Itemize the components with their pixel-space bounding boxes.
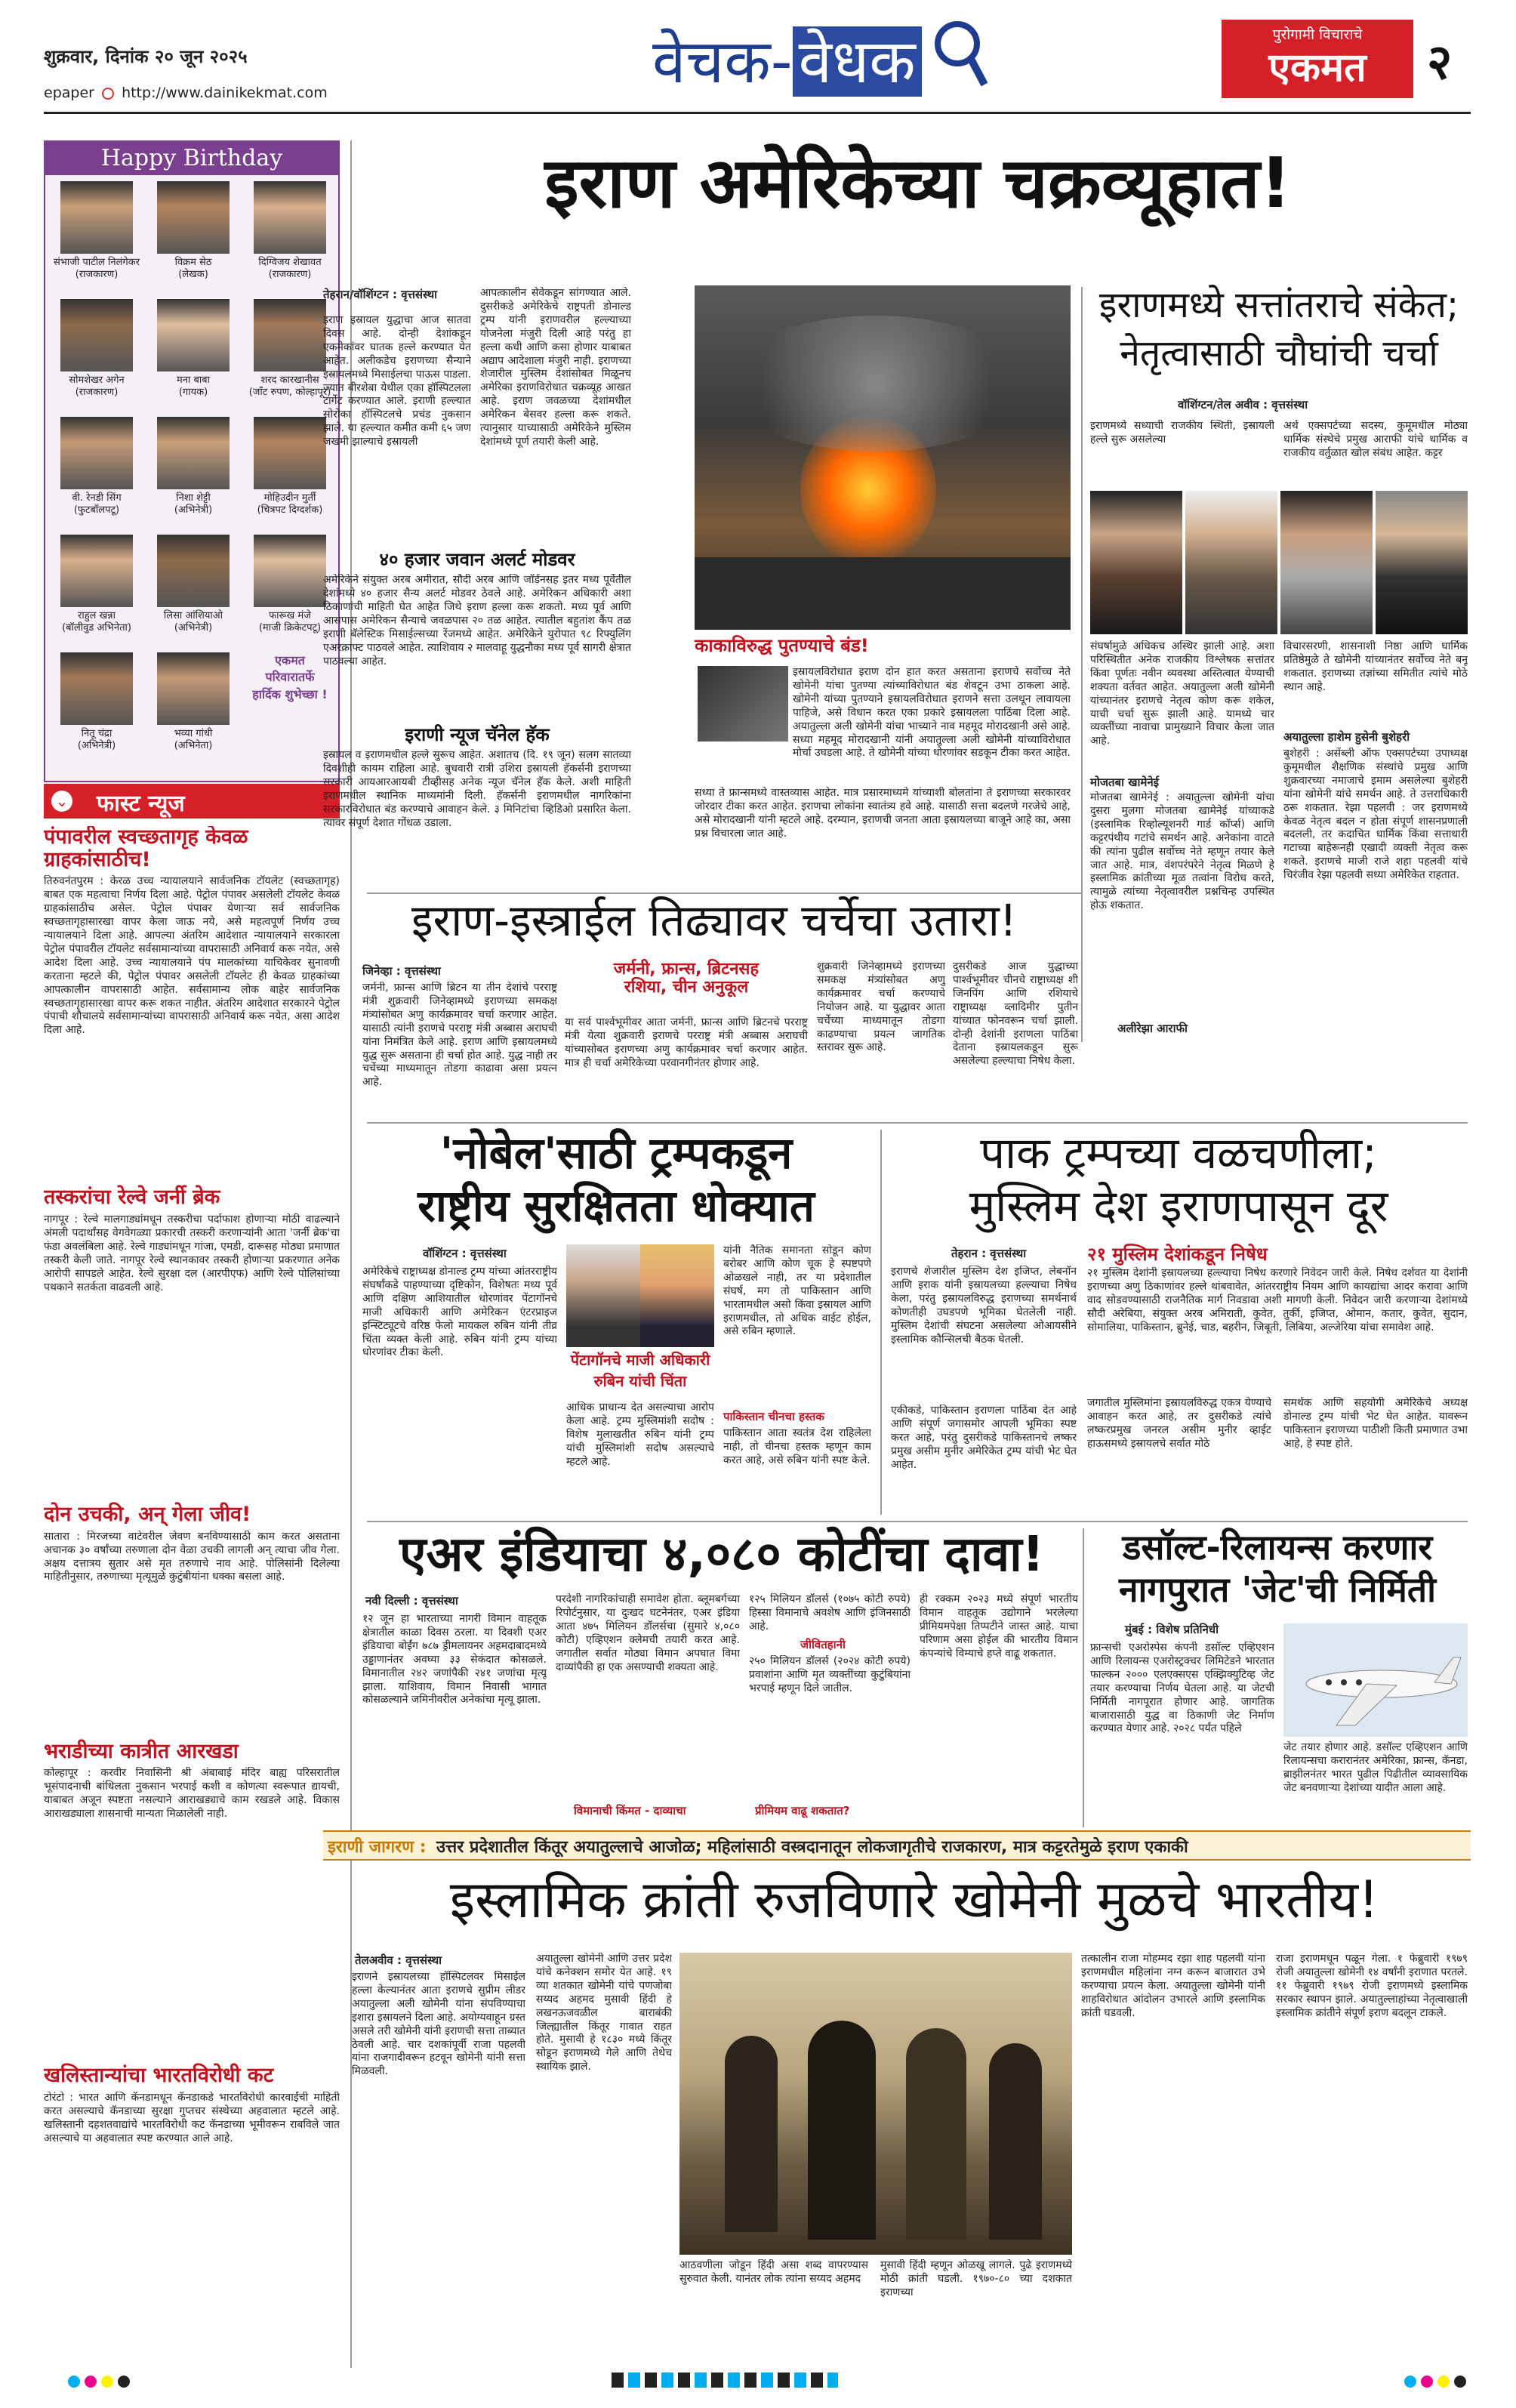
person-role: (राजकारण) [75, 386, 119, 398]
avatar [254, 299, 326, 372]
story1-box-body: अमेरिकेने संयुक्त अरब अमीरात, सौदी अरब आणि जॉर्डनसह इतर मध्य पूर्वेतील देशांमध्ये ४० हजार सैन्य अलर्ट मोडवर ठेवले आहे. अमेरिकन अधिकारी अशा ठिकाणांची माहिती घेत आहेत जिथे इराण हल्ला करू शकतो. मध्य पूर्व आणि आसपास अमेरिकन सैन्याचे जवळपास २० तळ आहेत. त्यातील बहुतांश कैंप तळ इराणी बॅलेस्टिक मिसाईल्सच्या रेंजमध्ये आहेत. अमेरिकेने युरोपात ९८ रिफ्युलिंग एअरक्राफ्ट पाठवले आहेत. त्याशिवाय २ मालवाहू युद्धनौका मध्य पूर्व सागरी क्षेत्रात पाठवल्या आहेत. [323, 574, 631, 668]
story6-col4: ही रक्कम २०२३ मध्ये संपूर्ण भारतीय विमान वाहतूक उद्योगाने भरलेल्या प्रीमियमपेक्षा तिप्पटीने जास्त आहे. याचा परिणाम असा होईल की भारतीय विमान कंपन्यांचे विम्याचे हप्ते वाढू शकतात. [920, 1593, 1078, 1660]
person-name: फारूख मंजे [269, 610, 311, 621]
story6-col3-sub2: प्रीमियम वाढू शकतात? [755, 1804, 850, 1818]
story3-dateline: जिनेव्हा : वृत्तसंस्था [362, 964, 441, 978]
story7-col2: जेट तयार होणार आहे. डसॉल्ट एव्हिएशन आणि रिलायन्सचा करारानंतर अमेरिका, फ्रान्स, कॅनडा, ब्राझीलनंतर भारत पुढील पिढीतील व्यावसायिक जेट बनवणाऱ्या देशांच्या यादीत आला आहे. [1283, 1741, 1468, 1794]
story1-box2-body: इस्रायल व इराणमधील हल्ले सुरूच आहेत. अशातच (दि. १९ जून) सलग सातव्या दिवशीही कायम राहिला आहे. बुधवारी रात्री उशिरा इस्रायली हॅकर्सनी इराणच्या सरकारी आयआरआयबी टीव्हीसह अनेक न्यूज चॅनेल हॅक केले. अशी माहिती इराणमधील स्थानिक माध्यमांनी दिली. हॅकर्सनी इराणमधील नागरिकांना सरकारविरोधात बंड करण्याचे आवाहन केले. ३ मिनिटांचा व्हिडिओ प्रसारित केला. त्यावर संपूर्ण देशात गोंधळ उडाला. [323, 749, 631, 829]
fast-news-header [44, 784, 340, 819]
story8-dateline: तेलअवीव : वृत्तसंस्था [355, 1953, 442, 1967]
person-name: भव्या गांधी [174, 728, 213, 739]
story2-name-hashem: अयातुल्ला हाशेम हुसेनी बुशेहरी [1283, 730, 1410, 744]
person-role: (लेखक) [178, 268, 208, 280]
news-item [44, 1740, 340, 2055]
section-title-left: वेचक- [652, 26, 793, 97]
news-title: पंपावरील स्वच्छतागृह केवळ ग्राहकांसाठीच! [44, 826, 248, 871]
story5-col1: इराणचे शेजारील मुस्लिम देश इजिप्त, लेबनॉन आणि इराक यांनी इस्रायलच्या हल्ल्याचा निषेध केला, परंतु इस्रायलविरुद्ध इराणच्या समर्थनार्थ कोणतीही उघडपणे भूमिका घेतलेली नाही. मुस्लिम देशांची संघटना असलेल्या ओआयसीने इस्लामिक कौन्सिलची बैठक घेतली. [891, 1266, 1077, 1346]
divider-h3 [367, 1521, 1468, 1522]
greeting-line: हार्दिक शुभेच्छा ! [252, 686, 328, 701]
story1-col2: आपत्कालीन सेवेकडून सांगण्यात आले. दुसरीकडे अमेरिकेचे राष्ट्रपती डोनाल्ड ट्रम्प यांनी इराणवरील हल्ल्याच्या योजनेला मंजुरी दिली आहे परंतु हा हल्ला कधी आणि कसा होणार याबाबत अद्याप आदेशाला मंजुरी नाही. इराणच्या शेजारील मुस्लिम देशांसोबत मिळूनच अमेरिका इराणविरोधात चक्रव्यूह आखत आहे. इराण जवळच्या देशांमधील अमेरिकन बेसवर हल्ला करू शकते. त्यानुसार याच्यासाठी अमेरिकेने मुस्लिम देशांमध्ये पूर्ण तयारी केली आहे. [480, 287, 631, 448]
story4-title-line2: राष्ट्रीय सुरक्षितता धोक्यात [418, 1180, 815, 1232]
story5-title-line1: पाक ट्रम्पच्या वळचणीला; [980, 1127, 1377, 1179]
avatar [157, 535, 230, 607]
fast-news-list [44, 826, 340, 2351]
story4-sub: पाकिस्तान चीनचा हस्तक [723, 1410, 824, 1423]
story2-body-a: इराणमध्ये सध्याची राजकीय स्थिती, इस्रायली हल्ले सुरू असलेल्या [1090, 420, 1274, 446]
birthday-title: Happy Birthday [45, 142, 338, 175]
story3-col2: या सर्व पार्श्वभूमीवर आता जर्मनी, फ्रान्स आणि ब्रिटनचे परराष्ट्र मंत्री येत्या शुक्रवारी इराणचे परराष्ट्र मंत्री अब्बास अराघची यांच्यासोबत इराणच्या अणु कार्यक्रमावर चर्चा करणार आहेत. मात्र ही चर्चा अमेरिकेच्या परवानगीनंतर होणार आहे. [565, 1016, 808, 1069]
issue-date: शुक्रवार, दिनांक २० जून २०२५ [44, 46, 248, 67]
story2-dateline: वॉशिंग्टन/तेल अवीव : वृत्तसंस्था [1178, 398, 1308, 412]
avatar [60, 535, 133, 607]
divider-h2 [367, 1122, 1468, 1124]
birthday-person [51, 535, 142, 648]
news-item [44, 1503, 340, 1730]
news-item [44, 2064, 340, 2351]
story8-col5: राजा इराणमधून पळून गेला. १ फेब्रुवारी १९७९ रोजी अयातुल्ला खोमेनी १४ वर्षांनी इराणात परतले. ११ फेब्रुवारी १९७९ रोजी इराणमध्ये इस्लामिक सरकार स्थापन झाले. अयातुल्लाहांच्या नेतृत्वाखाली इस्लामिक क्रांतीने संपूर्ण इराण बदलून टाकले. [1276, 1953, 1468, 2019]
person-name: संभाजी पाटील निलंगेकर [53, 257, 140, 268]
greeting-line: परिवारातर्फे [265, 670, 315, 685]
person-role: (बॉलीवुड अभिनेता) [62, 621, 131, 634]
story2-name-mojtaba: मोजतबा खामेनेई [1090, 775, 1160, 789]
fast-news-label: फास्ट न्यूज [97, 791, 185, 817]
globe-icon [102, 88, 114, 100]
khomeini-historic-photo [679, 1953, 1072, 2255]
birthday-person [51, 181, 142, 294]
story2-col2: विचारसरणी, शासनाशी निष्ठा आणि धार्मिक प्रतिष्ठेमुळे ते खोमेनी यांच्यानंतर सर्वोच्च नेते बनू शकतात. इराणच्या तज्ञांच्या समितीत त्यांचे मोठे स्थान आहे. [1283, 640, 1468, 693]
birthday-person [245, 535, 335, 648]
story2-col3: मोजतबा खामेनेई : अयातुल्ला खोमेनी यांचा दुसरा मुलगा मोजतबा खामेनेई यांच्याकडे (इस्लामिक रिव्होल्यूशनरी गार्ड कॉर्प्स) आणि कट्टरपंथीय गटांचे समर्थन आहे. अनेकांना वाटते की त्यांना पुढील सर्वोच्च नेते म्हणून तयार केले जात आहे. मात्र, वंशपरंपरेने नेतृत्व मिळणे हे इस्लामिक क्रांतीच्या मूळ तत्वांना विरोध करते, त्यामुळे त्यांच्या नेतृत्वावरील प्रश्नचिन्ह उपस्थित होऊ शकतात. [1090, 791, 1274, 912]
avatar [157, 652, 230, 725]
story5-col2: एकीकडे, पाकिस्तान इराणला पाठिंबा देत आहे आणि संपूर्ण जगासमोर आपली भूमिका स्पष्ट करत आहे, परंतु दुसरीकडे पाकिस्तानचे लष्कर प्रमुख असीम मुनीर अमेरिकेत ट्रम्प यांची भेट घेत आहेत. [891, 1404, 1077, 1471]
story2-body-b: अर्थ एक्सपर्टच्या सदस्य, कुमूमधील मोठ्या धार्मिक संस्थेचे प्रमुख आराफी यांचे धार्मिक व राजकीय वर्तुळात खोल संबंध आहेत. कट्टर [1283, 420, 1468, 459]
story1-dateline: तेहरान/वॉशिंग्टन : वृत्तसंस्था [323, 288, 438, 301]
news-title: दोन उचकी, अन् गेला जीव! [44, 1503, 251, 1527]
epaper-line[interactable] [44, 85, 328, 101]
leader-photo [1376, 491, 1468, 634]
news-body: सातारा : मिरजच्या वाटेवरील जेवण बनविण्यासाठी काम करत असताना अचानक ३० वर्षांच्या तरुणाला दोन वेळा उचकी लागली अन् त्याचा जीव गेला. अक्षय दत्तात्रय सुतार असे मृत तरुणाचे नाव आहे. पोलिसांनी दिलेल्या माहितीनुसार, तरुणाच्या मृत्यूमुळे कुटुंबीयांना धक्का बसला आहे. [44, 1530, 340, 1583]
avatar [254, 417, 326, 489]
person-name: दिग्विजय शेखावत [258, 257, 322, 268]
person-role: (अभिनेत्री) [77, 739, 116, 751]
banner-label: इराणी जागरण : [328, 1838, 427, 1857]
story3-col1: जर्मनी, फ्रान्स आणि ब्रिटन या तीन देशांचे परराष्ट्र मंत्री शुक्रवारी जिनेव्हामध्ये इराणच्या समकक्ष मंत्र्यांसोबत अणु कार्यक्रमावर चर्चा करणार आहेत. यासाठी त्यांनी इराणचे परराष्ट्र मंत्री अब्बास अराघची यांना निमंत्रित केले आहे. इराण आणि इस्रायलमध्ये युद्ध सुरू असताना ही चर्चा होत आहे. युद्ध नाही तर चर्चेच्या माध्यमातून तोडगा काढावा असा प्रयत्न आहे. [362, 982, 557, 1089]
story5-title-line2: मुस्लिम देश इराणपासून दूर [969, 1180, 1388, 1232]
story1-box2-title: इराणी न्यूज चॅनेल हॅक [405, 724, 550, 745]
story4-photo-caption1: पेंटागॉनचे माजी अधिकारी [570, 1351, 710, 1369]
arrow-down-icon: ⌄ [51, 791, 72, 812]
leader-photo [1185, 491, 1277, 634]
story6-col2-sub: विमानाची किंमत - दाव्याचा [574, 1804, 686, 1818]
story5-col4: समर्थक आणि सहयोगी अमेरिकेचे अध्यक्ष डोनाल्ड ट्रम्प यांची भेट घेत आहेत. यावरून पाकिस्तान इराणच्या पाठीशी किती प्रमाणात उभा आहे, हे स्पष्ट होते. [1283, 1397, 1468, 1450]
birthday-person [148, 181, 239, 294]
story1-photo-box [695, 636, 1071, 877]
divider-v2 [1081, 891, 1083, 1042]
story8-col3b: मुसावी हिंदी म्हणून ओळखू लागले. पुढे इराणमध्ये मोठी क्रांती घडली. १९७०-८० च्या दशकात इराणच्या [880, 2259, 1072, 2299]
story6-dateline: नवी दिल्ली : वृत्तसंस्था [365, 1594, 458, 1608]
story1-photo-body: इस्रायलविरोधात इराण दोन हात करत असताना इराणचे सर्वोच्च नेते खोमेनी यांचा पुतण्या त्यांच्याविरोधात बंड शेवटून उभा ठाकला आहे. खोमेनी यांच्या पुतण्याने इस्रायलविरोधात इराणने सत्ता उलथून लावायला पाहिजे, असे विधान करत एका प्रकारे इस्रायलला पाठिंबा दिला आहे. अयातुल्ला अली खोमेनी यांचा भाच्याने नाव महमूद मोरादखानी असे आहे. सध्या महमूद मोरादखानी यांनी अयातुल्ला अली खोमेनी यांच्याविरोधात मोर्चा उघडला आहे. ते खोमेनी यांच्या धोरणांवर सडकून टीका करत आहेत. [793, 666, 1071, 760]
story1-photo-caption: काकाविरुद्ध पुतण्याचे बंड! [695, 635, 869, 656]
divider-v3 [880, 1130, 882, 1515]
brand-tagline: पुरोगामी विचाराचे [1272, 26, 1363, 43]
birthday-person [245, 417, 335, 530]
news-body: तिरुवनंतपुरम : केरळ उच्च न्यायालयाने सार्वजनिक टॉयलेट (स्वच्छतागृह) बाबत एक महत्वाचा निर्णय दिला आहे. पेट्रोल पंपावर असलेली टॉयलेट केवळ ग्राहकांसाठीच असेल. पेट्रोल पंपावर येणाऱ्या सर्व सार्वजनिक स्वच्छतागृहासारखा वापर केला जाऊ नये, असे महत्वपूर्ण निर्णय उच्च न्यायालयाने दिला आहे. आपल्या अंतरिम आदेशात न्यायालयाने सरकारला पेट्रोल पंपावरील टॉयलेट सर्वसामान्यांच्या वापरासाठी अनिवार्य करू नयेत, असे आदेश दिला आहे. उच्च न्यायालयाने पंप मालकांच्या याचिकेवर सुनावणी करताना म्हटले की, पेट्रोल पंपावर असलेली टॉयलेट ही केवळ ग्राहकांच्या आपत्कालीन वापरासाठी आहेत. सर्वसामान्य लोक बाहेर सार्वजनिक स्वच्छतागृहासारखा वापर करू शकत नाहीत. अंतरिम आदेशात सरकारने पेट्रोल पंपाची शौचालये सर्वसामान्यांच्या वापरासाठी अनिवार्य करू नयेत, असा आदेश दिला आहे. [44, 875, 340, 1037]
person-name: मोहिउदीन मुर्ती [263, 492, 316, 504]
person-name: मना बाबा [176, 375, 211, 386]
divider-h1 [367, 893, 1081, 894]
divider-v1 [1081, 287, 1083, 891]
story8-col4: तत्कालीन राजा मोहम्मद रझा शाह पहलवी यांना इराणमधील महिलांना नग्न करून बाजारात उभे करण्याचा प्रयत्न केला. अयातुल्ला खोमेनी यांनी शाहविरोधात आंदोलन उभारले आणि इस्लामिक क्रांती घडवली. [1081, 1953, 1265, 2019]
registration-marks [68, 2371, 1465, 2394]
story8-col2: अयातुल्ला खोमेनी आणि उत्तर प्रदेश यांचे कनेक्शन समोर येत आहे. १९ व्या शतकात खोमेनी यांचे पणजोबा सय्यद अहमद मुसावी हिंदी हे लखनऊजवळील बाराबंकी जिल्ह्यातील किंतूर गावात राहत होते. मुसावी हे १८३० मध्ये किंतूर सोडून इराणमध्ये गेले आणि तेथेच स्थायिक झाले. [536, 1953, 672, 2073]
news-item [44, 1186, 340, 1493]
birthday-grid [45, 175, 338, 779]
person-role: (अभिनेत्री) [174, 621, 213, 634]
story6-title: एअर इंडियाचा ४,०८० कोटींचा दावा! [399, 1527, 1044, 1583]
epaper-label: epaper [44, 85, 94, 101]
header [0, 0, 1516, 106]
person-name: वी. रेनडी सिंग [72, 492, 122, 504]
birthday-person [245, 299, 335, 412]
website-url[interactable]: http://www.dainikekmat.com [122, 85, 328, 101]
birthday-person [51, 417, 142, 530]
iran-leaders-photos [1090, 491, 1468, 634]
magnifier-icon [932, 15, 989, 91]
news-body: कोल्हापूर : करवीर निवासिनी श्री अंबाबाई मंदिर बाह्य परिसरातील भूसंपादनाची बांधिलता नुकसान भरपाई कशी व कोणत्या स्वरूपात द्यायची, याबाबत अजून स्पष्टता नसल्याने आराखड्याचे काम रखडले आहे. विकास आराखड्याला शासनाची मान्यता मिळालेली नाही. [44, 1767, 340, 1821]
story2-col4: बुशेहरी : असेंब्ली ऑफ एक्सपर्टच्या उपाध्यक्ष कुमूमधील शैक्षणिक संस्थांचे प्रमुख आणि शुक्रवारच्या नमाजाचे इमाम असलेल्या बुशेहरी यांना खोमेनी यांचे समर्थन आहे. ते उत्तराधिकारी ठरू शकतात. रेझा पहलवी : जर इराणमध्ये केवळ नेतृत्व बदल न होता संपूर्ण शासनप्रणाली बदलली, तर कदाचित धार्मिक किंवा सत्ताधारी गटाच्या बाहेरूनही एखादी व्यक्ती नेतृत्व करू शकते. इराणचे माजी राजे शहा पहलवी यांचे चिरंजीव रेझा पहलवी सध्या अमेरिकेत राहतात. [1283, 748, 1468, 882]
main-headline: इराण अमेरिकेच्या चक्रव्यूहात! [544, 143, 1292, 224]
birthday-panel [44, 140, 340, 782]
story5-col3: जगातील मुस्लिमांना इस्रायलविरुद्ध एकत्र येण्याचे आवाहन करत आहे, तर दुसरीकडे त्यांचे लष्करप्रमुख जनरल असीम मुनीर व्हाईट हाऊसमध्ये इस्रायलचे सर्वात मोठे [1087, 1397, 1271, 1450]
story4-photo-caption2: रुबिन यांची चिंता [593, 1372, 687, 1390]
person-name: सोमशेखर अगेन [69, 375, 125, 386]
story4-col3: यांनी नैतिक समानता सोडून कोण बरोबर आणि कोण चूक हे स्पष्टपणे ओळखले नाही, तर या प्रदेशातील संघर्ष, मग तो पाकिस्तान आणि भारतामधील असो किंवा इस्रायल आणि इराणमधील, तो अधिक वाईट होईल, असे रुबिन म्हणाले. [723, 1244, 871, 1338]
person-name: लिसा आंशियाओ [163, 610, 223, 621]
story6-col3-sub: जीवितहानी [800, 1638, 846, 1651]
birthday-person [148, 299, 239, 412]
avatar [157, 417, 230, 489]
person-role: (जॉंट रुपण, कोल्हापूर) [248, 386, 331, 398]
person-role: (गायक) [178, 386, 208, 398]
story2-title-line1: इराणमध्ये सत्तांतराचे संकेत; [1098, 284, 1459, 326]
story6-col3: १२५ मिलियन डॉलर्स (१०७५ कोटी रुपये) हिस्सा विमानाचे अवशेष आणि इंजिनसाठी आहे. [749, 1593, 911, 1633]
banner-strip [323, 1830, 1471, 1861]
story3-col4: दुसरीकडे आज युद्धाच्या पार्श्वभूमीवर चीनचे राष्ट्राध्यक्ष शी जिनपिंग आणि रशियाचे राष्ट्राध्यक्ष व्लादिमीर पुतीन यांच्यात फोनवरून चर्चा झाली. दोन्ही देशांनी इराणला पाठिंबा देताना इस्रायलकडून सुरू असलेल्या हल्ल्याचा निषेध केला. [953, 960, 1078, 1068]
story3-col3: शुक्रवारी जिनेव्हामध्ये इराणच्या समकक्ष मंत्र्यांसोबत अणु कार्यक्रमावर चर्चा करण्याचे नियोजन आहे. या युद्धावर आता चर्चेच्या माध्यमातून तोडगा काढण्याचा प्रयत्न जागतिक स्तरावर सुरू आहे. [817, 960, 945, 1054]
avatar [157, 299, 230, 372]
news-title: खलिस्तान्यांचा भारतविरोधी कट [44, 2064, 274, 2088]
section-title [652, 18, 922, 100]
story1-col1: इराण इस्रायल युद्धाचा आज सातवा दिवस आहे. दोन्ही देशांकडून एकमेकांवर घातक हल्ले करण्यात येत आहेत. अलीकडेच इराणच्या सैन्याने इस्रायलमध्ये मिसाईलचा पाऊस पाडला. ज्यात बीरशेबा येथील एका हॉस्पिटलला टार्गेट करण्यात आले. इराणी हल्ल्यात सोरोका हॉस्पिटलचे प्रचंड नुकसान झाले. या हल्ल्यात कमीत कमी ६५ जण जखमी झाल्याचे इस्रायली [323, 314, 471, 449]
birthday-person [148, 652, 239, 766]
birthday-person [148, 535, 239, 648]
story1-box [323, 550, 631, 720]
person-name: नितू चंद्रा [81, 728, 112, 739]
page-number: २ [1427, 35, 1453, 91]
story4-title-line1: 'नोबेल'साठी ट्रम्पकडून [439, 1127, 793, 1179]
avatar [60, 299, 133, 372]
greeting [245, 652, 335, 703]
person-name: राहुल खन्ना [78, 610, 116, 621]
story3-box-title1: जर्मनी, फ्रान्स, ब्रिटनसह [613, 960, 760, 979]
news-title: भराडीच्या कात्रीत आरखडा [44, 1739, 239, 1763]
story5-box-title: २१ मुस्लिम देशांकडून निषेध [1087, 1244, 1268, 1265]
story1-box2 [323, 725, 631, 891]
story2-name-arafi: अलीरेझा आराफी [1117, 1022, 1188, 1035]
birthday-person [148, 417, 239, 530]
brand-logo: एकमत [1268, 45, 1367, 91]
story8-title: इस्लामिक क्रांती रुजविणारे खोमेनी मुळचे भारतीय! [449, 1870, 1379, 1930]
person-name: शरद कारखानीस [260, 375, 319, 386]
birthday-person [245, 181, 335, 294]
story5-box-body: २१ मुस्लिम देशांनी इस्रायलच्या हल्ल्याचा निषेध करणारे निवेदन जारी केले. निषेध दर्शवत या देशांनी इराणच्या अणु ठिकाणांवर हल्ले थांबवावेत, आंतरराष्ट्रीय नियम आणि कायद्यांचा आदर करावा आणि वाद सोडवण्यासाठी राजनैतिक मार्ग निवडावा अशी मागणी केली. निवेदन जारी करणाऱ्या देशांमध्ये सौदी अरेबिया, संयुक्त अरब अमिराती, कुवेत, तुर्की, इजिप्त, ओमान, कतार, कुवेत, सुदान, सोमालिया, पाकिस्तान, ब्रुनेई, चाड, बहरीन, जिबूती, लिबिया, अल्जेरिया यांचा समावेश आहे. [1087, 1267, 1468, 1334]
avatar [254, 535, 326, 607]
story7-title-line1: डसॉल्ट-रिलायन्स करणार [1122, 1527, 1433, 1568]
story2-title-line2: नेतृत्वासाठी चौघांची चर्चा [1120, 332, 1438, 375]
birthday-person [51, 652, 142, 766]
person-role: (चित्रपट दिग्दर्शक) [257, 504, 323, 516]
story7-col1: फ्रान्सची एअरोस्पेस कंपनी डसॉल्ट एव्हिएशन आणि रिलायन्स एअरोस्ट्रक्चर लिमिटेडने भारतात फाल्कन २००० एलएक्सएस एक्झिक्युटिव्ह जेट तयार करण्याचा निर्णय घेतला आहे. या जेटची निर्मिती नागपूरात होणार आहे. जागतिक बाजारासाठी युद्ध वा ठिकाणी जेट निर्माण करण्यात येणार आहे. २०२८ पर्यंत पहिले [1090, 1642, 1274, 1735]
story4-col3b: पाकिस्तान आता स्वतंत्र देश राहिलेला नाही, तो चीनचा हस्तक म्हणून काम करत आहे, असे रुबिन यांनी स्पष्ट केले. [723, 1427, 871, 1466]
person-role: (राजकारण) [75, 268, 119, 280]
story8-col3a: आठवणीला जोडून हिंदी असा शब्द वापरण्यास सुरुवात केली. यानंतर लोक त्यांना सय्यद अहमद [679, 2259, 868, 2285]
story6-col1: १२ जून हा भारताच्या नागरी विमान वाहतूक क्षेत्रातील काळा दिवस ठरला. या दिवशी एअर इंडियाचा बोईंग ७८७ ड्रीमलायनर अहमदाबादमध्ये उड्डाणानंतर अवघ्या ३३ सेकंदात कोसळले. विमानातील २४२ जणांपैकी २४१ जणांचा मृत्यू झाला. याशिवाय, विमान निवासी भागात कोसळल्याने जमिनीवरील अनेकांचा मृत्यू झाला. [362, 1613, 547, 1707]
person-name: निशा शेट्टी [176, 492, 211, 504]
person-role: (माजी क्रिकेटपटू) [258, 621, 322, 634]
story6-col3b: २५० मिलियन डॉलर्स (२०२४ कोटी रुपये) प्रवाशांना आणि मृत व्यक्तींच्या कुटुंबियांना भरपाई म्हणून दिले जातील. [749, 1655, 911, 1694]
story3-box [565, 960, 808, 1010]
story4-col2: आधिक प्राधान्य देत असल्याचा आरोप केला आहे. ट्रम्प मुस्लिमांशी सदोष : विशेष मुलाखतीत रुबिन यांनी ट्रम्प यांची मुस्लिमांशी सदोष असल्याचे म्हटले आहे. [566, 1401, 714, 1468]
birthday-person [51, 299, 142, 412]
rubin-trump-photo [566, 1244, 714, 1347]
news-item [44, 826, 340, 1176]
story2-col1: संघर्षामुळे अधिकच अस्थिर झाली आहे. अशा परिस्थितीत अनेक राजकीय विश्लेषक सत्तांतर किंवा पूर्णतः नवीन व्यवस्था अस्तित्वात येण्याची शक्यता वर्तवत आहेत. अयातुल्ला अली खोमेनी यांच्यानंतर इराणचे नेतृत्व कोण करू शकेल, याची चर्चा सुरू झाली आहे. यामध्ये चार व्यक्तींच्या नावाचा प्रामुख्याने विचार केला जात आहे. [1090, 640, 1274, 748]
greeting-line: एकमत [275, 653, 305, 668]
story8-col1: इराणने इस्रायलच्या हॉस्पिटलवर मिसाईल हल्ला केल्यानंतर आता इराणचे सुप्रीम लीडर अयातुल्ला अली खोमेनी यांना संपविण्याचा इशारा इस्रायलने दिला आहे. अयोग्यवाहून ग्रस्त असले तरी खोमेनी यांनी इराणची सत्ता ताब्यात ठेवली आहे. चार दशकांपूर्वी राजा पहलवी यांना राजगादीवरून हटवून खोमेनी यांनी सत्ता मिळवली. [352, 1971, 525, 2078]
story1-box-title: ४० हजार जवान अलर्ट मोडवर [379, 549, 575, 570]
divider-v4 [1083, 1528, 1084, 1827]
story7-dateline: मुंबई : विशेष प्रतिनिधी [1125, 1623, 1219, 1636]
story3-title: इराण-इस्त्राईल तिढ्यावर चर्चेचा उतारा! [411, 895, 1017, 946]
refinery-fire-photo [695, 285, 1071, 630]
news-title: तस्करांचा रेल्वे जर्नी ब्रेक [44, 1186, 220, 1210]
avatar [254, 181, 326, 254]
avatar [60, 652, 133, 725]
banner-text: उत्तर प्रदेशातील किंतूर अयातुल्लाचे आजोळ; महिलांसाठी वस्त्रदानातून लोकजागृतीचे राजकारण, मात्र कट्टरतेमुळे इराण एकाकी [436, 1838, 1188, 1857]
business-jet-illustration [1283, 1623, 1468, 1737]
story3-box-title2: रशिया, चीन अनुकूल [624, 978, 749, 997]
story6-col2: परदेशी नागरिकांचाही समावेश होता. ब्लूमबर्गच्या रिपोर्टनुसार, या दुःखद घटनेनंतर, एअर इंडिया आता ४७५ मिलियन डॉलर्सचा (सुमारे ४,०८० कोटी) एव्हिएशन क्लेमची तयारी करत आहे. जगातील सर्वात मोठ्या विमान अपघात विमा दाव्यांपैकी हा एक असण्याची शक्यता आहे. [556, 1593, 740, 1673]
avatar [157, 181, 230, 254]
avatar [60, 417, 133, 489]
person-role: (फुटबॉलपटू) [73, 504, 120, 516]
leader-photo [1090, 491, 1182, 634]
person-role: (राजकारण) [268, 268, 312, 280]
person-name: विक्रम सेठ [174, 257, 212, 268]
leader-photo [1280, 491, 1373, 634]
person-role: (अभिनेत्री) [174, 504, 213, 516]
news-body: टोरंटो : भारत आणि कॅनडामधून कॅनडाकडे भारतविरोधी कारवाईंची माहिती करत असल्याचे कॅनडाच्या सुरक्षा गुप्तचर संस्थेच्या अहवालात म्हटले आहे. खलिस्तानी दहशतवाद्यांचे भारतविरोधी कट कॅनडाच्या भूमीवरून राबविले जात असल्याचे या अहवालात स्पष्ट करण्यात आले आहे. [44, 2092, 340, 2144]
person-role: (अभिनेता) [174, 739, 213, 751]
avatar [60, 181, 133, 254]
news-body: नागपूर : रेल्वे मालगाड्यांमधून तस्करीचा पर्दाफाश होणाऱ्या मोठी वाढल्याने अंमली पदार्थांसह वेगवेगळ्या प्रकारची तस्करी करणाऱ्यांनी आता 'जर्नी ब्रेक'चा फंडा अवलंबिला आहे. रेल्वे गाड्यांमधून गांजा, एमडी, दारूसह मोठ्या प्रमाणात तस्करी केली जाते. नागपूर रेल्वे स्थानकावर तस्करी होणाऱ्या प्रकरणात अनेक आरोपी सापडले आहेत. रेल्वे सुरक्षा दल (आरपीएफ) आणि रेल्वे पोलिसांच्या पथकाने सतर्कता वाढवली आहे. [44, 1213, 340, 1293]
header-rule [44, 112, 1471, 114]
moradkhani-photo [698, 666, 788, 742]
story4-dateline: वॉशिंग्टन : वृत्तसंस्था [423, 1247, 507, 1260]
story5-box [1087, 1244, 1468, 1391]
brand-box [1222, 20, 1413, 98]
story7-title-line2: नागपुरात 'जेट'ची निर्मिती [1118, 1569, 1437, 1610]
story5-dateline: तेहरान : वृत्तसंस्था [951, 1247, 1027, 1260]
story1-photo-more: सध्या ते फ्रान्समध्ये वास्तव्यास आहेत. मात्र प्रसारमाध्यमे यांच्याशी बोलतांना ते इराणच्या सरकारवर जोरदार टीका करत आहेत. इराणचा लोकांना स्वातंत्र्य हवे आहे. यासाठी सत्ता बदलणे गरजेचे आहे, असे मोरादखानी यांनी म्हटले आहे. दरम्यान, इराणची जनता आता इस्रायलच्या बाजूने आहे का, असा प्रश्न विचारला जात आहे. [695, 787, 1071, 840]
story4-col1: अमेरिकेचे राष्ट्राध्यक्ष डोनाल्ड ट्रम्प यांच्या आंतरराष्ट्रीय संघर्षांकडे पाहण्याच्या दृष्टिकोन, विशेषतः मध्य पूर्व आणि दक्षिण आशियातील धोरणांवर पेंटागॉनचे माजी अधिकारी आणि अमेरिकन एंटरप्राइज इन्स्टिट्यूटचे वरिष्ठ फेलो मायकल रुबिन यांनी तीव्र चिंता व्यक्त केली आहे. रुबिन यांनी ट्रम्प यांच्या धोरणांवर टीका केली. [362, 1266, 557, 1359]
section-title-right: वेधक [793, 26, 922, 97]
